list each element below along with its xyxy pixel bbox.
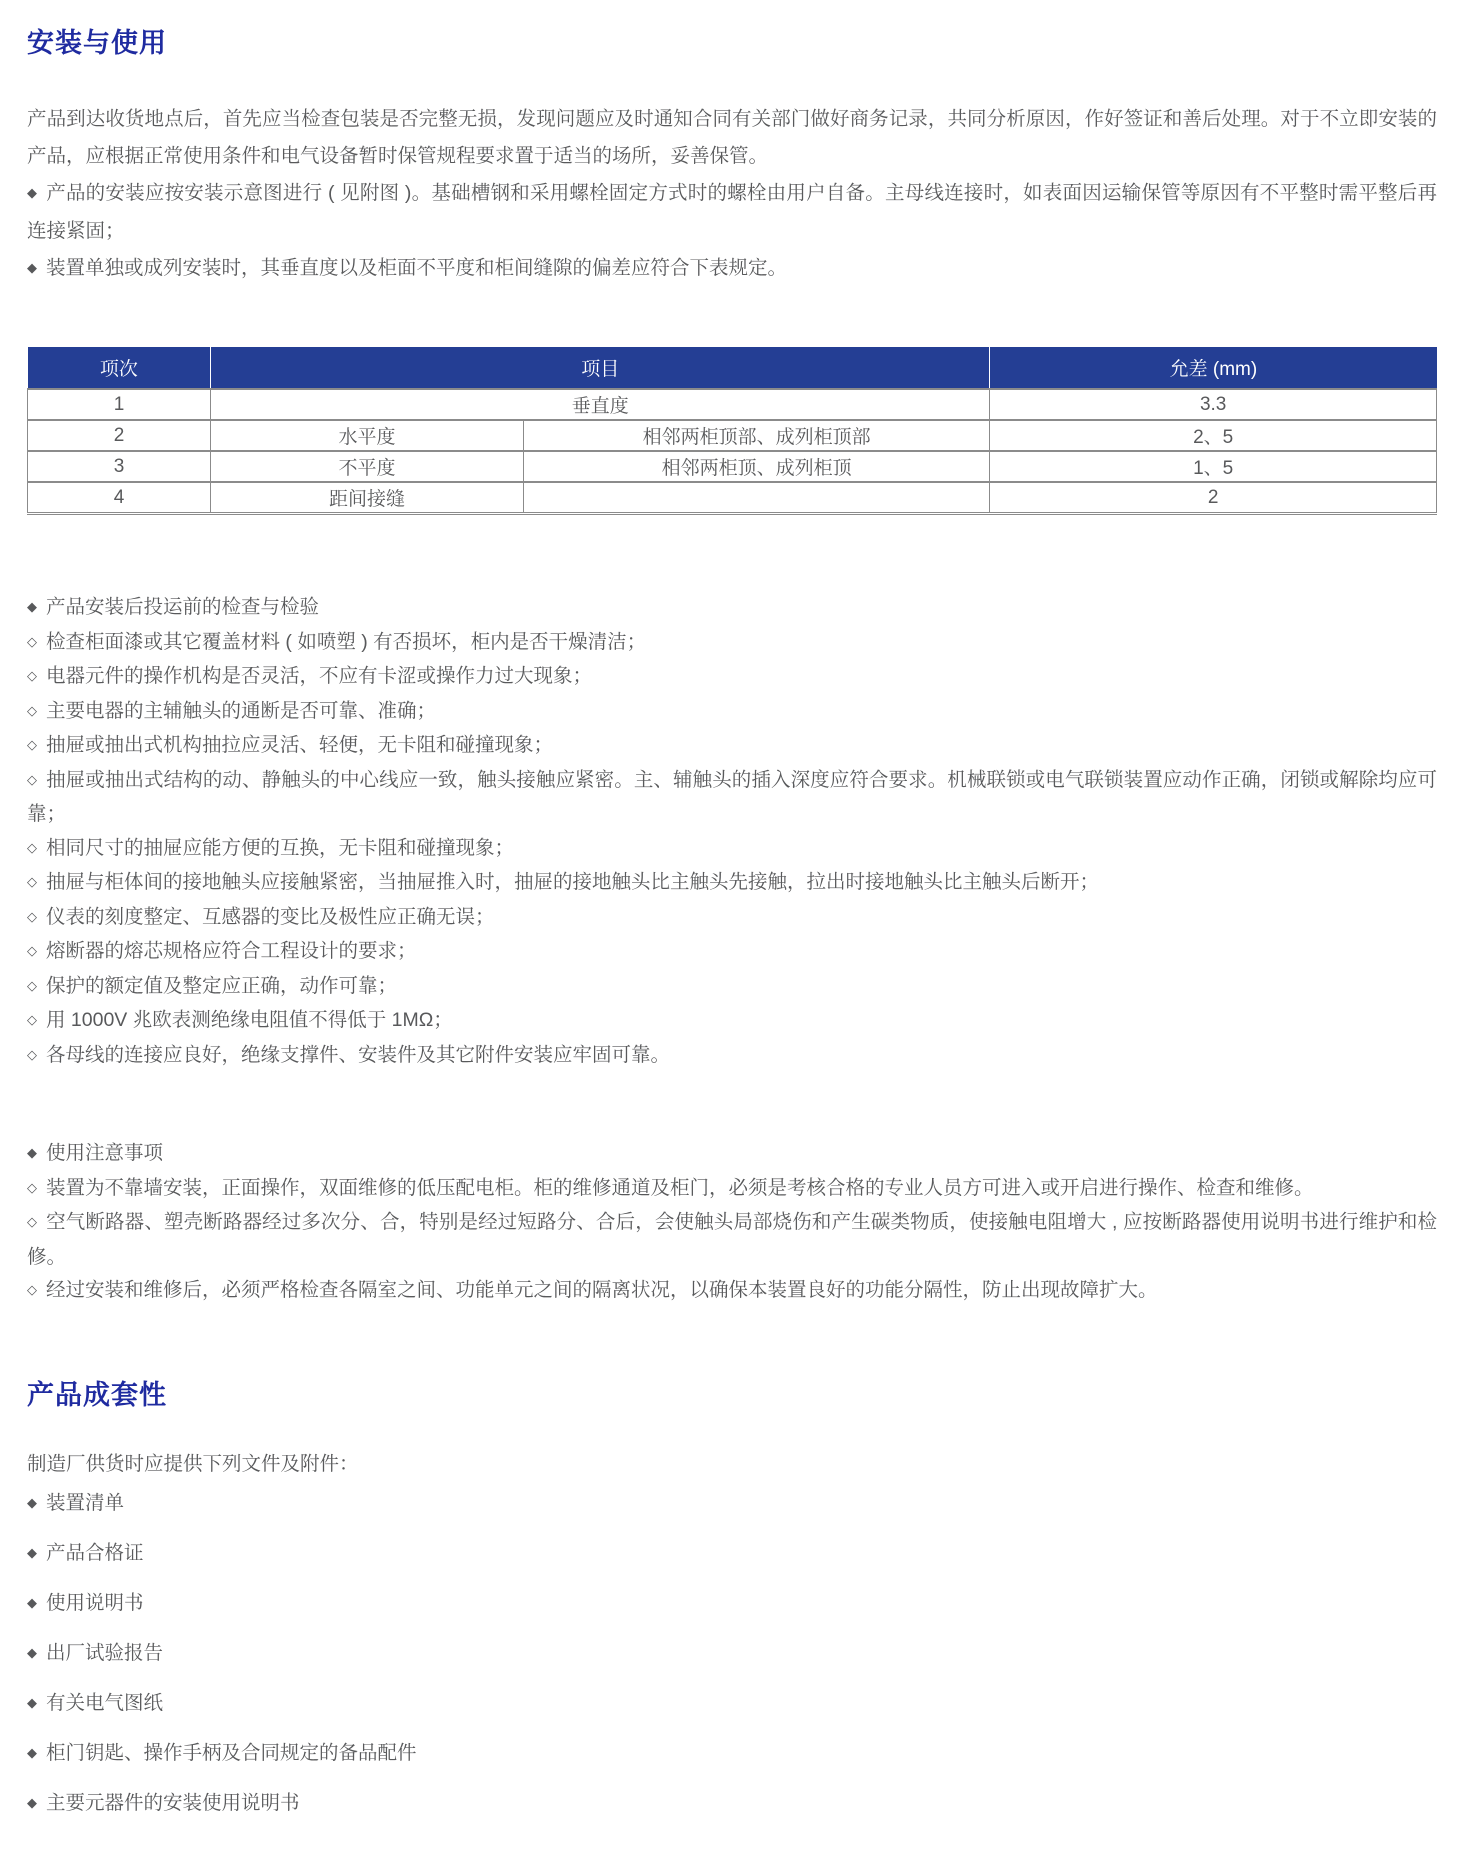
inspection-item xyxy=(27,729,1437,764)
inspection-item-text: 主要电器的主辅触头的通断是否可靠、准确； xyxy=(46,699,437,722)
cell-tolerance: 2、5 xyxy=(990,420,1437,451)
inspection-item xyxy=(27,935,1437,970)
table-row xyxy=(28,420,1437,451)
inspection-item-text: 抽屉或抽出式机构抽拉应灵活、轻便，无卡阻和碰撞现象； xyxy=(46,734,554,756)
deliverables-list xyxy=(27,1479,1437,1829)
col-header-tolerance: 允差 (mm) xyxy=(990,347,1437,389)
usage-item-text: 经过安装和维修后，必须严格检查各隔室之间、功能单元之间的隔离状况，以确保本装置良好的功能分隔性，防止出现故障扩大。 xyxy=(46,1279,1158,1301)
usage-item xyxy=(27,1172,1437,1207)
diamond-icon: ◆ xyxy=(27,260,37,275)
cell-item: 距间接缝 xyxy=(211,482,524,514)
install-bullet-1 xyxy=(27,175,1437,250)
hollow-diamond-icon: ◇ xyxy=(27,1214,38,1229)
diamond-icon: ◆ xyxy=(27,599,37,614)
deliverable-item xyxy=(27,1679,1437,1729)
hollow-diamond-icon: ◇ xyxy=(27,737,37,752)
usage-item xyxy=(27,1206,1437,1274)
inspection-item-text: 保护的额定值及整定应正确，动作可靠； xyxy=(46,974,398,997)
install-section-title: 安装与使用 xyxy=(27,28,167,58)
deliverable-item xyxy=(27,1579,1437,1629)
cell-tolerance: 2 xyxy=(990,482,1437,514)
inspection-item xyxy=(27,626,1437,661)
inspection-item xyxy=(27,1039,1437,1074)
deliverable-item xyxy=(27,1779,1437,1829)
deliverable-item xyxy=(27,1479,1437,1529)
table-row xyxy=(28,451,1437,482)
inspection-item-text: 抽屉与柜体间的接地触头应接触紧密，当抽屉推入时，抽屉的接地触头比主触头先接触，拉出时接地触头比主触头后断开； xyxy=(46,871,1100,893)
deliverable-item-text: 产品合格证 xyxy=(46,1541,144,1564)
inspection-item xyxy=(27,970,1437,1005)
hollow-diamond-icon: ◇ xyxy=(27,1179,37,1195)
hollow-diamond-icon: ◇ xyxy=(27,1046,37,1062)
hollow-diamond-icon: ◇ xyxy=(27,943,37,958)
cell-no: 3 xyxy=(28,451,211,482)
cell-no: 4 xyxy=(28,482,211,514)
diamond-icon: ◆ xyxy=(27,1644,37,1660)
inspection-item-text: 各母线的连接应良好，绝缘支撑件、安装件及其它附件安装应牢固可靠。 xyxy=(46,1043,671,1066)
col-header-item: 项目 xyxy=(211,347,990,389)
diamond-icon: ◆ xyxy=(27,1744,37,1760)
deliverable-item xyxy=(27,1529,1437,1579)
table-row xyxy=(28,389,1437,420)
tolerance-table-header xyxy=(28,347,1437,389)
deliverable-item-text: 使用说明书 xyxy=(46,1591,144,1614)
cell-item: 水平度 xyxy=(211,420,524,451)
deliverable-item-text: 主要元器件的安装使用说明书 xyxy=(46,1791,300,1814)
install-bullet-1-text: 产品的安装应按安装示意图进行 ( 见附图 )。基础槽钢和采用螺栓固定方式时的螺栓由用户自备。主母线连接时，如表面因运输保管等原因有不平整时需平整后再连接紧固； xyxy=(27,182,1438,242)
install-bullet-2 xyxy=(27,250,1437,288)
deliverable-item xyxy=(27,1629,1437,1679)
cell-sub xyxy=(523,482,989,514)
hollow-diamond-icon: ◇ xyxy=(27,1012,37,1027)
usage-heading-text: 使用注意事项 xyxy=(46,1142,164,1164)
inspection-item xyxy=(27,901,1437,936)
install-section-body xyxy=(27,101,1437,288)
usage-item-text: 装置为不靠墙安装，正面操作，双面维修的低压配电柜。柜的维修通道及柜门，必须是考核合格的专业人员方可进入或开启进行操作、检查和维修。 xyxy=(46,1176,1314,1199)
inspection-item xyxy=(27,660,1437,695)
inspection-item-text: 用 1000V 兆欧表测绝缘电阻值不得低于 1MΩ； xyxy=(46,1009,453,1031)
deliverable-item xyxy=(27,1729,1437,1779)
cell-no: 2 xyxy=(28,420,211,451)
cell-tolerance: 3.3 xyxy=(990,389,1437,420)
cell-no: 1 xyxy=(28,389,211,420)
hollow-diamond-icon: ◇ xyxy=(27,668,37,683)
hollow-diamond-icon: ◇ xyxy=(27,633,37,649)
hollow-diamond-icon: ◇ xyxy=(27,771,38,787)
cell-sub: 相邻两柜顶、成列柜顶 xyxy=(523,451,989,482)
inspection-item xyxy=(27,866,1437,901)
diamond-icon: ◆ xyxy=(27,1694,37,1710)
inspection-item-text: 仪表的刻度整定、互感器的变比及极性应正确无误； xyxy=(46,905,495,928)
inspection-item-text: 检查柜面漆或其它覆盖材料 ( 如喷塑 ) 有否损坏，柜内是否干燥清洁； xyxy=(46,630,647,653)
inspection-heading xyxy=(27,591,1437,626)
inspection-heading-text: 产品安装后投运前的检查与检验 xyxy=(46,596,320,618)
hollow-diamond-icon: ◇ xyxy=(27,874,37,889)
diamond-icon: ◆ xyxy=(27,1145,37,1160)
table-row xyxy=(28,482,1437,514)
completeness-intro: 制造厂供货时应提供下列文件及附件： xyxy=(27,1452,359,1475)
diamond-icon: ◆ xyxy=(27,1544,37,1560)
table-header-row xyxy=(28,347,1437,389)
hollow-diamond-icon: ◇ xyxy=(27,1282,37,1297)
inspection-item xyxy=(27,1004,1437,1039)
inspection-item-text: 电器元件的操作机构是否灵活，不应有卡涩或操作力过大现象； xyxy=(46,665,593,687)
inspection-item-text: 抽屉或抽出式结构的动、静触头的中心线应一致，触头接触应紧密。主、辅触头的插入深度应符合要求。机械联锁或电气联锁装置应动作正确，闭锁或解除均应可靠； xyxy=(27,768,1437,825)
usage-item-text: 空气断路器、塑壳断路器经过多次分、合，特别是经过短路分、合后，会使触头局部烧伤和产生碳类物质，使接触电阻增大 , 应按断路器使用说明书进行维护和检修。 xyxy=(27,1211,1437,1268)
deliverable-item-text: 柜门钥匙、操作手柄及合同规定的备品配件 xyxy=(46,1741,417,1764)
cell-item: 垂直度 xyxy=(211,389,990,420)
install-intro: 产品到达收货地点后，首先应当检查包装是否完整无损，发现问题应及时通知合同有关部门做好商务记录，共同分析原因，作好签证和善后处理。对于不立即安装的产品，应根据正常使用条件和电气设备暂时保管规程要求置于适当的场所，妥善保管。 xyxy=(27,108,1437,167)
inspection-item xyxy=(27,764,1437,832)
install-bullet-2-text: 装置单独或成列安装时，其垂直度以及柜面不平度和柜间缝隙的偏差应符合下表规定。 xyxy=(46,257,788,279)
col-header-no: 项次 xyxy=(28,347,211,389)
diamond-icon: ◆ xyxy=(27,1594,37,1610)
inspection-item-text: 相同尺寸的抽屉应能方便的互换，无卡阻和碰撞现象； xyxy=(46,836,515,859)
cell-sub: 相邻两柜顶部、成列柜顶部 xyxy=(523,420,989,451)
deliverable-item-text: 出厂试验报告 xyxy=(46,1641,164,1664)
inspection-item xyxy=(27,832,1437,867)
tolerance-table xyxy=(27,347,1437,515)
diamond-icon: ◆ xyxy=(27,1794,37,1810)
inspection-list xyxy=(27,591,1437,1073)
inspection-item xyxy=(27,695,1437,730)
hollow-diamond-icon: ◇ xyxy=(27,702,37,718)
hollow-diamond-icon: ◇ xyxy=(27,839,37,855)
hollow-diamond-icon: ◇ xyxy=(27,977,37,993)
diamond-icon: ◆ xyxy=(27,185,38,200)
usage-notes xyxy=(27,1137,1437,1309)
hollow-diamond-icon: ◇ xyxy=(27,908,37,924)
cell-item: 不平度 xyxy=(211,451,524,482)
usage-item xyxy=(27,1274,1437,1309)
diamond-icon: ◆ xyxy=(27,1494,37,1510)
deliverable-item-text: 有关电气图纸 xyxy=(46,1691,164,1714)
completeness-section-title: 产品成套性 xyxy=(27,1379,167,1410)
inspection-item-text: 熔断器的熔芯规格应符合工程设计的要求； xyxy=(46,940,417,962)
usage-heading xyxy=(27,1137,1437,1172)
deliverable-item-text: 装置清单 xyxy=(46,1491,125,1514)
cell-tolerance: 1、5 xyxy=(990,451,1437,482)
